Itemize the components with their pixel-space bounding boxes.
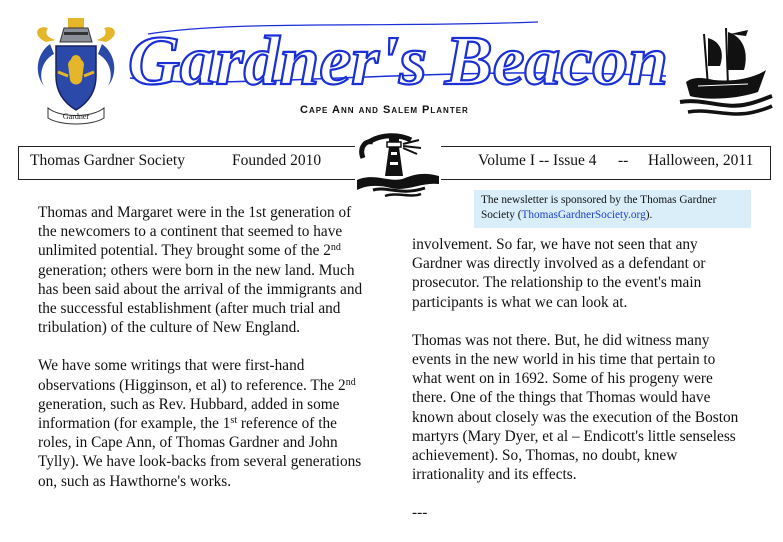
right-paragraph-3: --- (412, 504, 428, 522)
issue-separator: -- (618, 152, 629, 169)
left-paragraph-2 (38, 356, 364, 490)
masthead-title-art (118, 4, 678, 112)
masthead-subtitle: Cape Ann and Salem Planter (300, 104, 469, 116)
sailing-ship-icon (674, 26, 776, 122)
left-p2-ordinal: 2 (338, 376, 346, 394)
left-p1-text: Thomas and Margaret were in the 1st generation of the newcomers to a continent that seemed to have unlimited potential. They brought some of the (38, 204, 352, 260)
sponsor-text: The newsletter is sponsored by the Thomas Gardner Society ( (481, 194, 717, 221)
left-p2-rest: reference of the roles, in Cape Ann, of Thomas Gardner and John Tylly). We have look-backs from several generations on, such as Hawthorne's works. (38, 415, 362, 490)
left-p2-text: We have some writings that were first-hand observations (Higginson, et al) to reference. The (38, 357, 335, 394)
society-name: Thomas Gardner Society (30, 152, 185, 169)
left-p2-mid: generation, such as Rev. Hubbard, added in some information (for example, the 1 (38, 395, 340, 433)
sponsor-note (474, 190, 751, 228)
left-p2-sup: nd (345, 376, 356, 388)
issue-date: Halloween, 2011 (648, 152, 754, 169)
family-crest-icon (30, 14, 122, 126)
right-paragraph-1: involvement. So far, we have not seen that any Gardner was directly involved as a defendant or prosecutor. The relationship to the event's main participants is what we can look at. (412, 236, 706, 311)
sponsor-link[interactable]: ThomasGardnerSociety.org (521, 209, 646, 221)
left-p1-rest: generation; others were born in the new land. Much has been said about the arrival of the immigrants and the successful establishment (after much trial and tribulation) of the culture of New England. (38, 261, 363, 337)
founded-date: Founded 2010 (232, 152, 322, 169)
left-p1-ordinal: 2 (323, 242, 331, 260)
right-column (412, 235, 742, 542)
right-paragraph-2: Thomas was not there. But, he did witness many events in the new world in his time that pertain to what went on in 1692. Some of his progeny were there. One of the things that Thomas would have known about closely was the execution of the Boston martyrs (Mary Dyer, et al – Endicott's little senseless achievement). So, Thomas, no doubt, knew irrationality and its effects. (412, 331, 739, 484)
issue-label: Volume I -- Issue 4 (478, 152, 597, 169)
left-p1-sup: nd (330, 242, 341, 254)
sponsor-tail: ). (645, 209, 653, 221)
masthead-title: Gardner's Beacon (128, 23, 668, 100)
left-p2-sup-2: st (230, 415, 238, 427)
lighthouse-icon (355, 128, 441, 198)
left-column (38, 203, 364, 510)
left-paragraph-1 (38, 203, 364, 337)
crest-label: Gardner (62, 112, 90, 121)
